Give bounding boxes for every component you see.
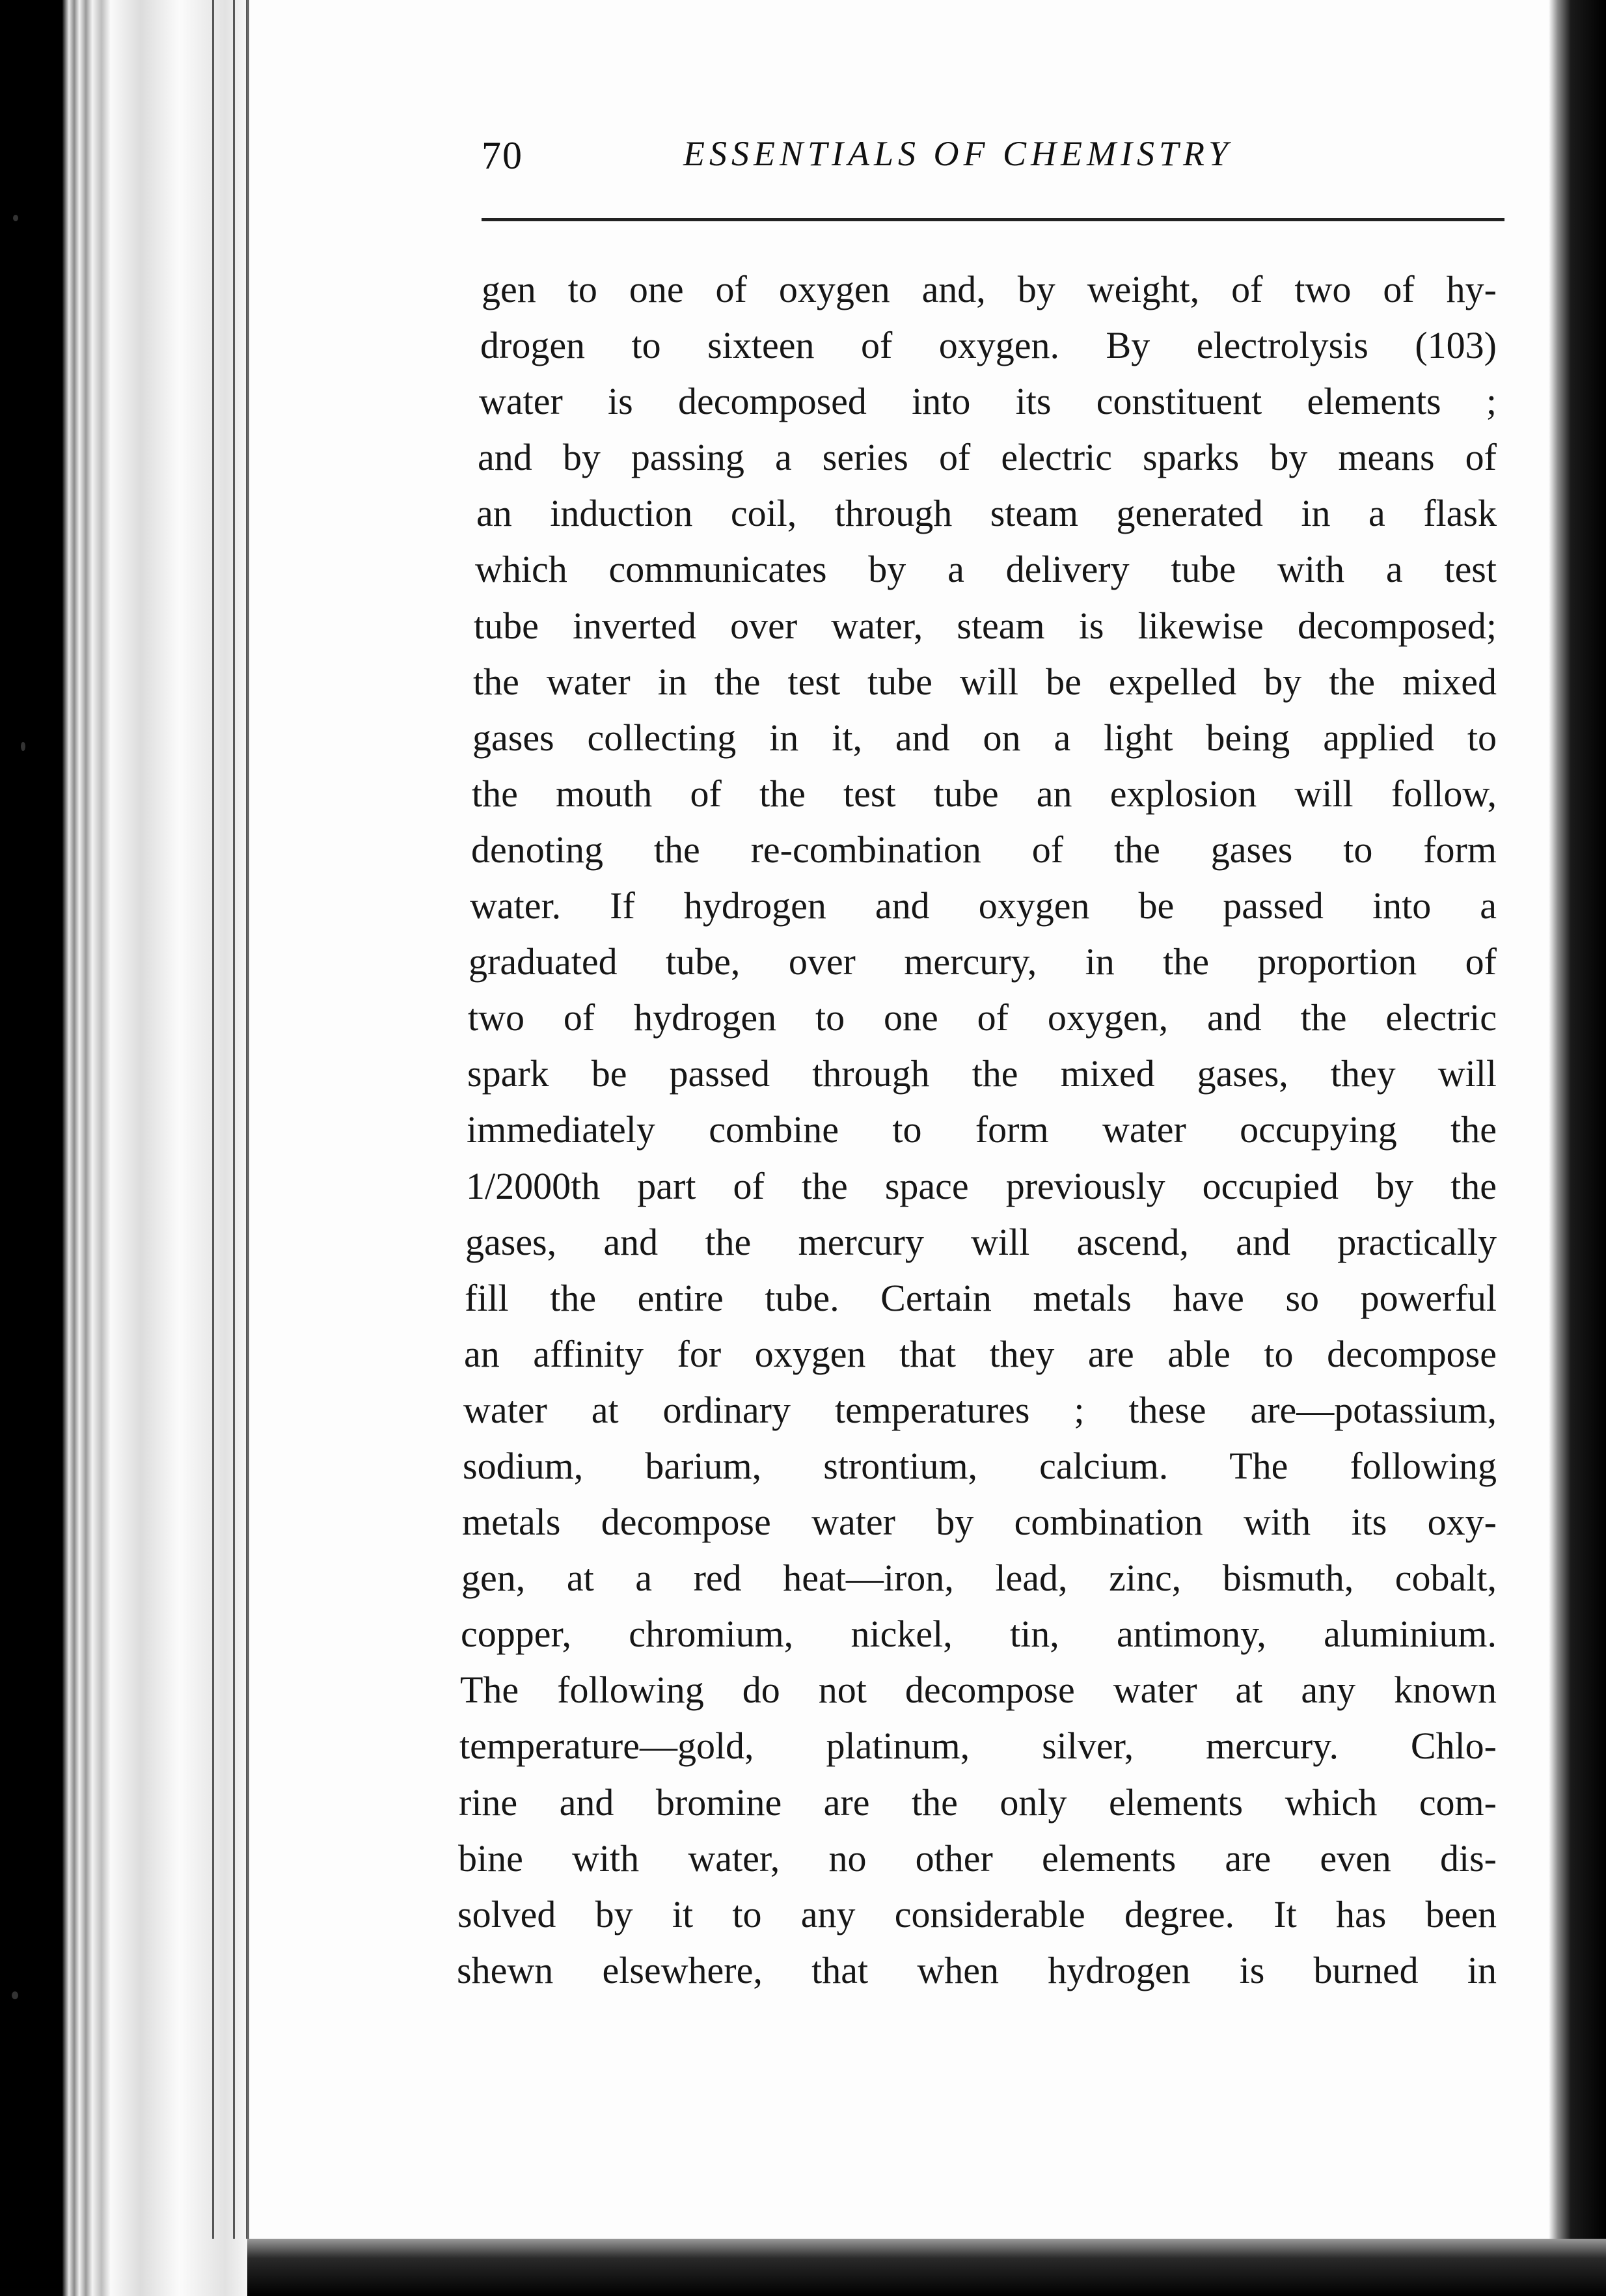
scan-speck [12,1991,18,1999]
scan-speck [21,742,25,751]
text-line: copper, chromium, nickel, tin, antimony, aluminium. [461,1613,1497,1656]
page-number: 70 [482,134,523,177]
text-line: bine with water, no other elements are even dis- [458,1837,1497,1879]
text-line: an affinity for oxygen that they are able to decompose [464,1332,1497,1375]
text-line: temperature—gold, platinum, silver, mercury. Chlo- [459,1725,1497,1768]
header-rule [482,218,1504,221]
text-line: water is decomposed into its constituent elements ; [479,380,1497,423]
text-line: gen to one of oxygen and, by weight, of two of hy- [482,268,1497,310]
edge-line [233,0,235,2239]
text-line: 1/2000th part of the space previously occupied by the [466,1164,1497,1207]
text-line: water at ordinary temperatures ; these are—potassium, [463,1388,1497,1431]
scan-speck [13,215,18,221]
binding-shadow-right [1549,0,1606,2296]
text-line: sodium, barium, strontium, calcium. The following [463,1444,1497,1487]
text-line: metals decompose water by combination with its oxy- [462,1501,1497,1544]
text-line: spark be passed through the mixed gases, they will [467,1052,1497,1095]
text-line: two of hydrogen to one of oxygen, and the electric [468,996,1497,1039]
text-line: an induction coil, through steam generated in a flask [476,492,1497,535]
text-line: water. If hydrogen and oxygen be passed into a [470,884,1497,927]
binding-shadow-bottom [247,2239,1606,2296]
text-line: immediately combine to form water occupying the [467,1108,1497,1151]
body-text [456,262,1497,1999]
text-line: denoting the re-combination of the gases to form [471,828,1497,871]
text-line: the water in the test tube will be expelled by the mixed [473,660,1497,703]
text-line: tube inverted over water, steam is likewise decomposed; [474,604,1497,647]
text-line: The following do not decompose water at any known [460,1669,1497,1712]
text-line: shewn elsewhere, that when hydrogen is burned in [457,1948,1497,1991]
text-line: and by passing a series of electric sparks by means of [478,436,1497,479]
text-line: gases, and the mercury will ascend, and practically [465,1220,1497,1263]
text-line: the mouth of the test tube an explosion will follow, [472,772,1497,815]
running-title: ESSENTIALS OF CHEMISTRY [683,134,1233,173]
running-head [482,133,1503,192]
edge-line [212,0,214,2239]
text-line: gases collecting in it, and on a light being applied to [472,716,1497,759]
text-line: solved by it to any considerable degree. It has been [457,1893,1497,1935]
text-line: fill the entire tube. Certain metals have so powerful [465,1276,1497,1319]
text-line: which communicates by a delivery tube with a test [475,548,1497,591]
text-line: gen, at a red heat—iron, lead, zinc, bismuth, cobalt, [461,1557,1497,1600]
text-line: graduated tube, over mercury, in the proportion of [469,940,1497,983]
text-line: drogen to sixteen of oxygen. By electrolysis (103) [480,324,1497,367]
text-line: rine and bromine are the only elements which com- [459,1781,1497,1824]
